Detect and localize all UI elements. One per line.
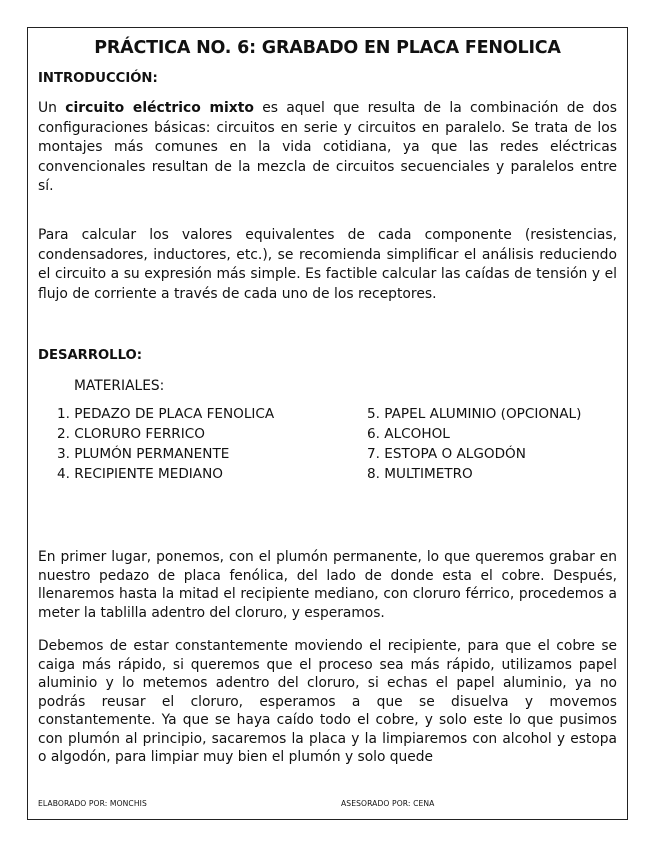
material-item: 4. RECIPIENTE MEDIANO <box>57 466 223 482</box>
document-title: PRÁCTICA NO. 6: GRABADO EN PLACA FENOLICA <box>94 38 561 58</box>
material-item: 1. PEDAZO DE PLACA FENOLICA <box>57 406 275 422</box>
introduccion-paragraph-1 <box>38 99 617 197</box>
desarrollo-paragraph-2: Debemos de estar constantemente moviendo el recipiente, para que el cobre se caiga más rápido, si queremos que el proceso sea más rápido, utilizamos papel aluminio y lo metemos adentro del cloruro, si echas el papel aluminio, ya no podrás reusar el cloruro, esperamos a que se disuelva y movemos constantemente. Ya que se haya caído todo el cobre, y solo este lo que pusimos con plumón al principio, sacaremos la placa y la limpiaremos con alcohol y estopa o algodón, para limpiar muy bien el plumón y solo quede <box>38 638 617 765</box>
material-item: 2. CLORURO FERRICO <box>57 426 205 442</box>
introduccion-paragraph-2: Para calcular los valores equivalentes de cada componente (resistencias, condensadores, inductores, etc.), se recomienda simplificar el análisis reduciendo el circuito a su expresión más simple. Es factible calcular las caídas de tensión y el flujo de corriente a través de cada uno de los receptores. <box>38 227 617 302</box>
material-item: 6. ALCOHOL <box>367 426 450 442</box>
material-item: 3. PLUMÓN PERMANENTE <box>57 446 230 462</box>
materials-label: MATERIALES: <box>74 378 165 394</box>
desarrollo-paragraph-1: En primer lugar, ponemos, con el plumón permanente, lo que queremos grabar en nuestro pedazo de placa fenólica, del lado de donde esta el cobre. Después, llenaremos hasta la mitad el recipiente mediano, con cloruro férrico, procedemos a meter la tablilla adentro del cloruro, y esperamos. <box>38 549 617 621</box>
materials-list-left <box>57 404 274 484</box>
material-item: 7. ESTOPA O ALGODÓN <box>367 446 526 462</box>
footer-elaborado: ELABORADO POR: MONCHIS <box>38 799 147 808</box>
material-item: 5. PAPEL ALUMINIO (OPCIONAL) <box>367 406 582 422</box>
desarrollo-heading: DESARROLLO: <box>38 348 142 363</box>
paragraph-1-prefix: Un <box>38 100 66 116</box>
material-item: 8. MULTIMETRO <box>367 466 473 482</box>
introduccion-heading: INTRODUCCIÓN: <box>38 71 158 86</box>
footer-asesorado: ASESORADO POR: CENA <box>341 799 435 808</box>
paragraph-1-rest: es aquel que resulta de la combinación de dos configuraciones básicas: circuitos en serie y circuitos en paralelo. Se trata de los montajes más comunes en la vida cotidiana, ya que las redes eléctricas convencionales resultan de la mezcla de circuitos secuenciales y paralelos entre sí. <box>38 100 617 194</box>
circuito-mixto-term: circuito eléctrico mixto <box>65 100 254 116</box>
materials-list-right <box>367 404 581 484</box>
